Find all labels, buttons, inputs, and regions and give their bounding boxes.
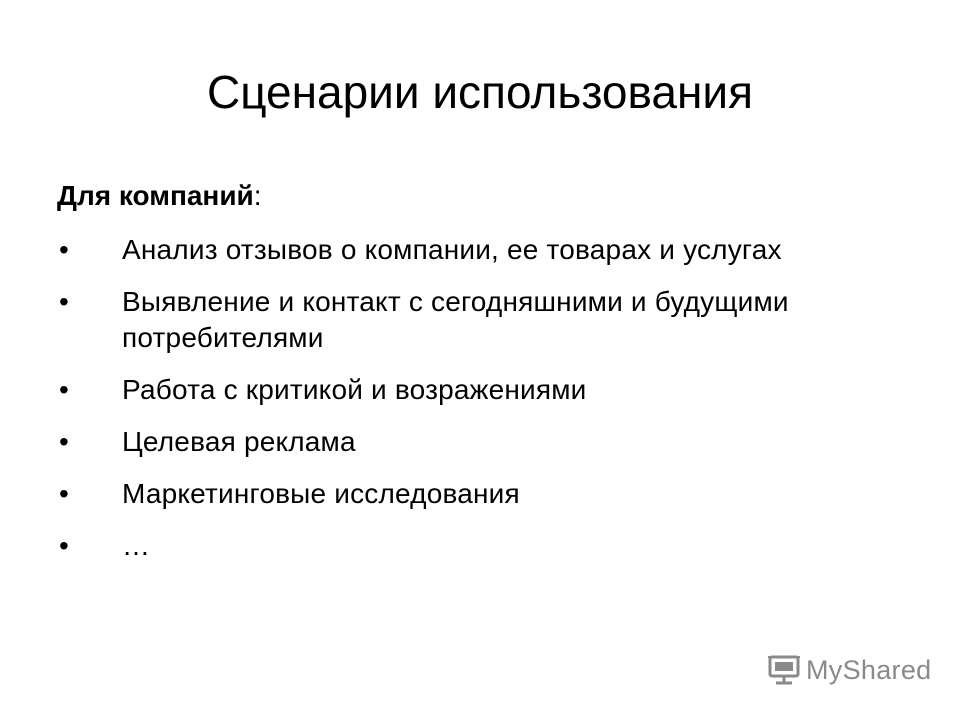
- list-item: [57, 284, 857, 356]
- presentation-board-icon: [766, 652, 802, 688]
- bullet-mark: •: [59, 478, 69, 509]
- bullet-mark: •: [59, 374, 69, 405]
- section-heading-bold: Для компаний: [57, 180, 254, 211]
- bullet-text: Маркетинговые исследования: [122, 478, 520, 509]
- list-item: [57, 232, 857, 268]
- bullet-text: …: [122, 530, 151, 561]
- bullet-text: Анализ отзывов о компании, ее товарах и услугах: [122, 234, 782, 265]
- bullet-list: [57, 232, 857, 580]
- bullet-text: Выявление и контакт с сегодняшними и будущими потребителями: [122, 286, 789, 353]
- section-heading: [57, 176, 262, 216]
- bullet-mark: •: [59, 234, 69, 265]
- list-item: [57, 528, 857, 564]
- list-item: [57, 372, 857, 408]
- section-heading-colon: :: [253, 180, 262, 211]
- bullet-text: Работа с критикой и возражениями: [122, 374, 587, 405]
- list-item: [57, 424, 857, 460]
- bullet-text: Целевая реклама: [122, 426, 356, 457]
- bullet-mark: •: [59, 426, 69, 457]
- myshared-watermark-link[interactable]: [766, 650, 931, 690]
- list-item: [57, 476, 857, 512]
- slide-title: Сценарии использования: [206, 66, 754, 118]
- bullet-mark: •: [59, 286, 69, 317]
- watermark-text: MyShared: [806, 654, 932, 685]
- bullet-mark: •: [59, 530, 69, 561]
